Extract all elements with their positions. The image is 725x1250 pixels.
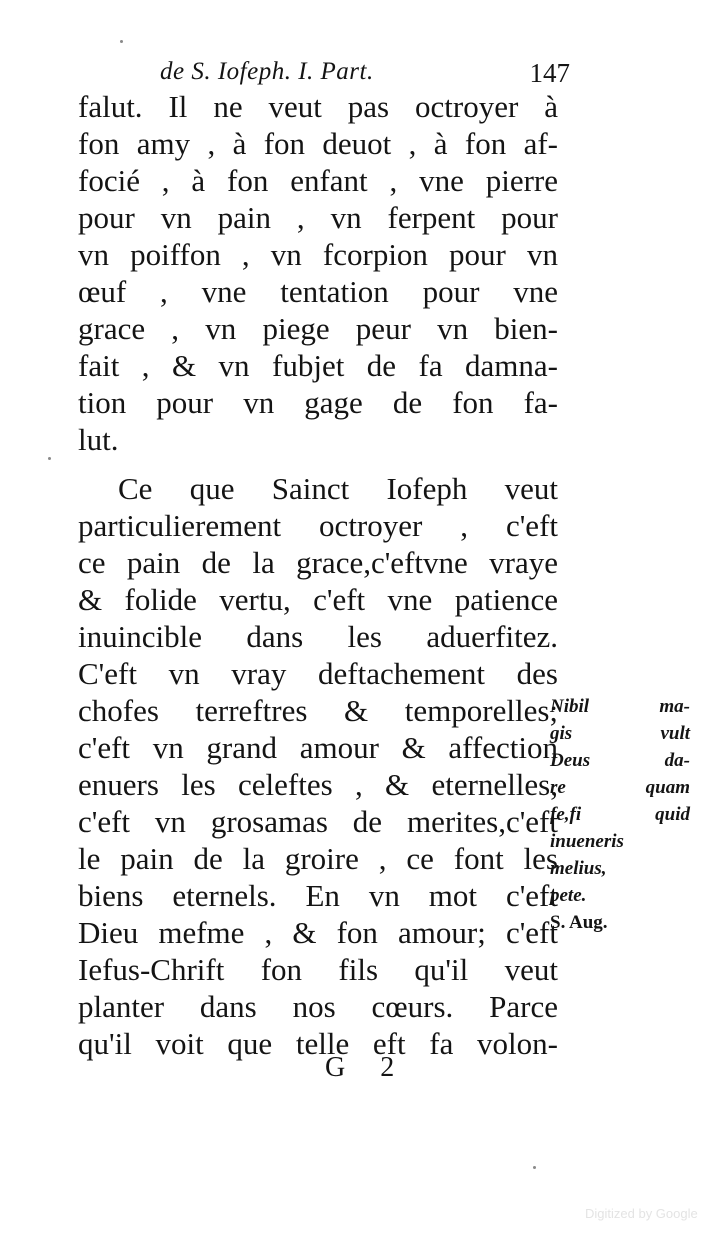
running-title: de S. Iofeph. I. Part. [160,58,374,85]
margin-note-line: fe,fi quid [550,804,690,825]
text-line: Dieu mefme , & fon amour; c'eft [78,915,558,950]
text-line: ce pain de la grace,c'eftvne vraye [78,545,558,580]
text-line: pour vn pain , vn ferpent pour [78,200,558,235]
text-line: inuincible dans les aduerfitez. [78,619,558,654]
text-line: fait , & vn fubjet de fa damna- [78,348,558,383]
text-line: chofes terreftres & temporelles; [78,693,558,728]
margin-note-line: inueneris [550,831,624,852]
text-line: particulierement octroyer , c'eft [78,508,558,543]
margin-note-line: Deus da- [550,750,690,771]
margin-note-line: Nibil ma- [550,696,690,717]
ink-speck [120,40,123,43]
margin-note-source: S. Aug. [550,912,608,933]
ink-speck [533,1166,536,1169]
text-line: Ce que Sainct Iofeph veut [118,471,558,506]
margin-note-line: gis vult [550,723,690,744]
text-line: vn poiffon , vn fcorpion pour vn [78,237,558,272]
ink-speck [48,457,51,460]
text-line: & folide vertu, c'eft vne patience [78,582,558,617]
text-line: focié , à fon enfant , vne pierre [78,163,558,198]
page-number: 147 [529,58,570,88]
signature-mark: G 2 [325,1052,409,1083]
scan-watermark: Digitized by Google [585,1206,698,1221]
main-text [78,88,558,1062]
text-line: grace , vn piege peur vn bien- [78,311,558,346]
text-line: qu'il voit que telle eft fa volon- [78,1026,558,1061]
margin-note-line: pete. [550,885,587,906]
text-line: enuers les celeftes , & eternelles, [78,767,558,802]
text-line: fon amy , à fon deuot , à fon af- [78,126,558,161]
text-line: Iefus-Chrift fon fils qu'il veut [78,952,558,987]
paragraph-gap [78,458,558,470]
text-line: biens eternels. En vn mot c'eft [78,878,558,913]
text-line: C'eft vn vray deftachement des [78,656,558,691]
margin-note-line: re quam [550,777,690,798]
text-line: lut. [78,422,119,457]
text-line: œuf , vne tentation pour vne [78,274,558,309]
text-line: falut. Il ne veut pas octroyer à [78,89,558,124]
text-line: le pain de la groire , ce font les [78,841,558,876]
margin-note [550,693,690,936]
text-line: c'eft vn grosamas de merites,c'eft [78,804,558,839]
text-line: planter dans nos cœurs. Parce [78,989,558,1024]
text-line: tion pour vn gage de fon fa- [78,385,558,420]
margin-note-line: melius, [550,858,607,879]
text-line: c'eft vn grand amour & affection [78,730,558,765]
